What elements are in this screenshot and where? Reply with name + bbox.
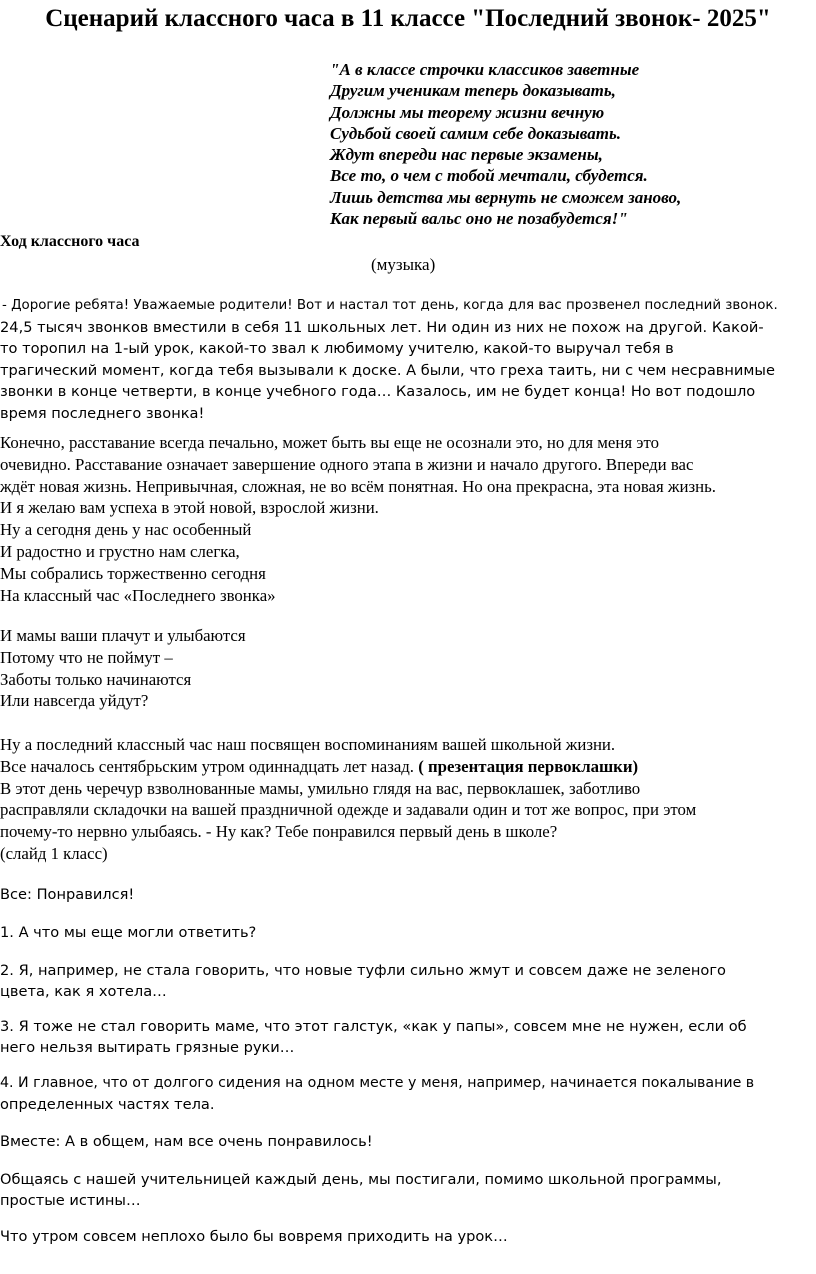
dialogue-line: 4. И главное, что от долгого сидения на одном месте у меня, например, начинается покалывание в <box>0 1075 755 1091</box>
poem-line: Потому что не поймут – <box>0 647 173 667</box>
poem-line: И мамы ваши плачут и улыбаются <box>0 626 246 645</box>
dialogue-line: цвета, как я хотела… <box>0 983 167 1001</box>
intro-line: трагический момент, когда тебя вызывали к доске. А были, что греха таить, ни с чем несравнимые <box>0 361 775 379</box>
memories-paragraph <box>0 734 816 865</box>
dialogue-item <box>0 1073 816 1115</box>
dialogue-line: 2. Я, например, не стала говорить, что новые туфли сильно жмут и совсем даже не зеленого <box>0 962 726 979</box>
intro-first-line: - Дорогие ребята! Уважаемые родители! Вот и настал тот день, когда для вас прозвенел последний звонок. <box>2 298 778 313</box>
intro-line: время последнего звонка! <box>0 404 205 422</box>
dialogue-line: Вместе: А в общем, нам все очень понравилось! <box>0 1133 373 1150</box>
dialogue-item <box>0 1226 816 1247</box>
epigraph-line: Должны мы теорему жизни вечную <box>330 102 605 122</box>
dialogue-item <box>0 1169 816 1211</box>
poem-line: Ну а сегодня день у нас особенный <box>0 520 252 540</box>
farewell-line: Конечно, расставание всегда печально, может быть вы еще не осознали это, но для меня это <box>0 433 659 452</box>
dialogue-item <box>0 884 816 905</box>
slide-note: (слайд 1 класс) <box>0 843 108 863</box>
dialogue-line: Общаясь с нашей учительницей каждый день, мы постигали, помимо школьной программы, <box>0 1171 722 1188</box>
section-heading: Ход классного часа <box>0 233 140 250</box>
epigraph-line: Лишь детства мы вернуть не сможем заново, <box>330 187 682 207</box>
epigraph-line: Ждут впереди нас первые экзамены, <box>330 145 603 165</box>
epigraph-poem <box>330 59 810 229</box>
poem-line: Или навсегда уйдут? <box>0 691 149 711</box>
farewell-paragraph <box>0 432 816 606</box>
dialogue-line: простые истины… <box>0 1192 141 1210</box>
farewell-line: И я желаю вам успеха в этой новой, взрослой жизни. <box>0 498 379 518</box>
epigraph-line: Судьбой своей самим себе доказывать. <box>330 123 621 143</box>
document-title: Сценарий классного часа в 11 классе "Последний звонок- 2025" <box>45 5 771 32</box>
epigraph-line: Другим ученикам теперь доказывать, <box>330 81 616 101</box>
dialogue-item <box>0 1016 816 1058</box>
dialogue-item <box>0 960 816 1002</box>
poem-line: На классный час «Последнего звонка» <box>0 585 276 605</box>
memories-line: Ну а последний классный час наш посвящен воспоминаниям вашей школьной жизни. <box>0 735 616 754</box>
memories-line: почему-то нервно улыбаясь. - Ну как? Тебе понравился первый день в школе? <box>0 822 558 842</box>
poem-stanza-2 <box>0 625 816 712</box>
memories-line: расправляли складочки на вашей праздничной одежде и задавали один и тот же вопрос, при этом <box>0 800 697 820</box>
epigraph-line: Все то, о чем с тобой мечтали, сбудется. <box>330 166 648 186</box>
poem-line: И радостно и грустно нам слегка, <box>0 541 240 561</box>
dialogue-item <box>0 1131 816 1152</box>
music-note: (музыка) <box>371 255 436 274</box>
dialogue-line: 3. Я тоже не стал говорить маме, что этот галстук, «как у папы», совсем мне не нужен, если об <box>0 1018 747 1035</box>
memories-text: Все началось сентябрьским утром одиннадцать лет назад. <box>0 756 419 776</box>
dialogue-line: Что утром совсем неплохо было бы вовремя приходить на урок… <box>0 1228 508 1245</box>
intro-line: 24,5 тысяч звонков вместили в себя 11 школьных лет. Ни один из них не похож на другой. Какой- <box>0 318 764 336</box>
dialogue-line: Все: Понравился! <box>0 886 135 903</box>
memories-line: В этот день черечур взволнованные мамы, умильно глядя на вас, первоклашек, заботливо <box>0 778 641 798</box>
farewell-line: ждёт новая жизнь. Непривычная, сложная, не во всём понятная. Но она прекрасна, эта новая жизнь. <box>0 476 716 496</box>
dialogue-line: 1. А что мы еще могли ответить? <box>0 924 257 941</box>
intro-line: то торопил на 1-ый урок, какой-то звал к любимому учителю, какой-то выручал тебя в <box>0 340 674 357</box>
farewell-line: очевидно. Расставание означает завершение одного этапа в жизни и начало другого. Впереди вас <box>0 454 694 474</box>
dialogue-line: определенных частях тела. <box>0 1096 215 1114</box>
poem-line: Мы собрались торжественно сегодня <box>0 563 266 583</box>
epigraph-line: "А в классе строчки классиков заветные <box>330 60 640 79</box>
epigraph-line: Как первый вальс оно не позабудется!" <box>330 209 628 229</box>
poem-line: Заботы только начинаются <box>0 669 192 689</box>
dialogue-line: него нельзя вытирать грязные руки… <box>0 1039 295 1057</box>
presentation-note: ( презентация первоклашки) <box>418 756 639 776</box>
intro-line: звонки в конце четверти, в конце учебного года… Казалось, им не будет конца! Но вот подошло <box>0 383 756 400</box>
memories-line <box>0 756 816 778</box>
intro-paragraph <box>0 295 816 424</box>
dialogue-item <box>0 922 816 943</box>
